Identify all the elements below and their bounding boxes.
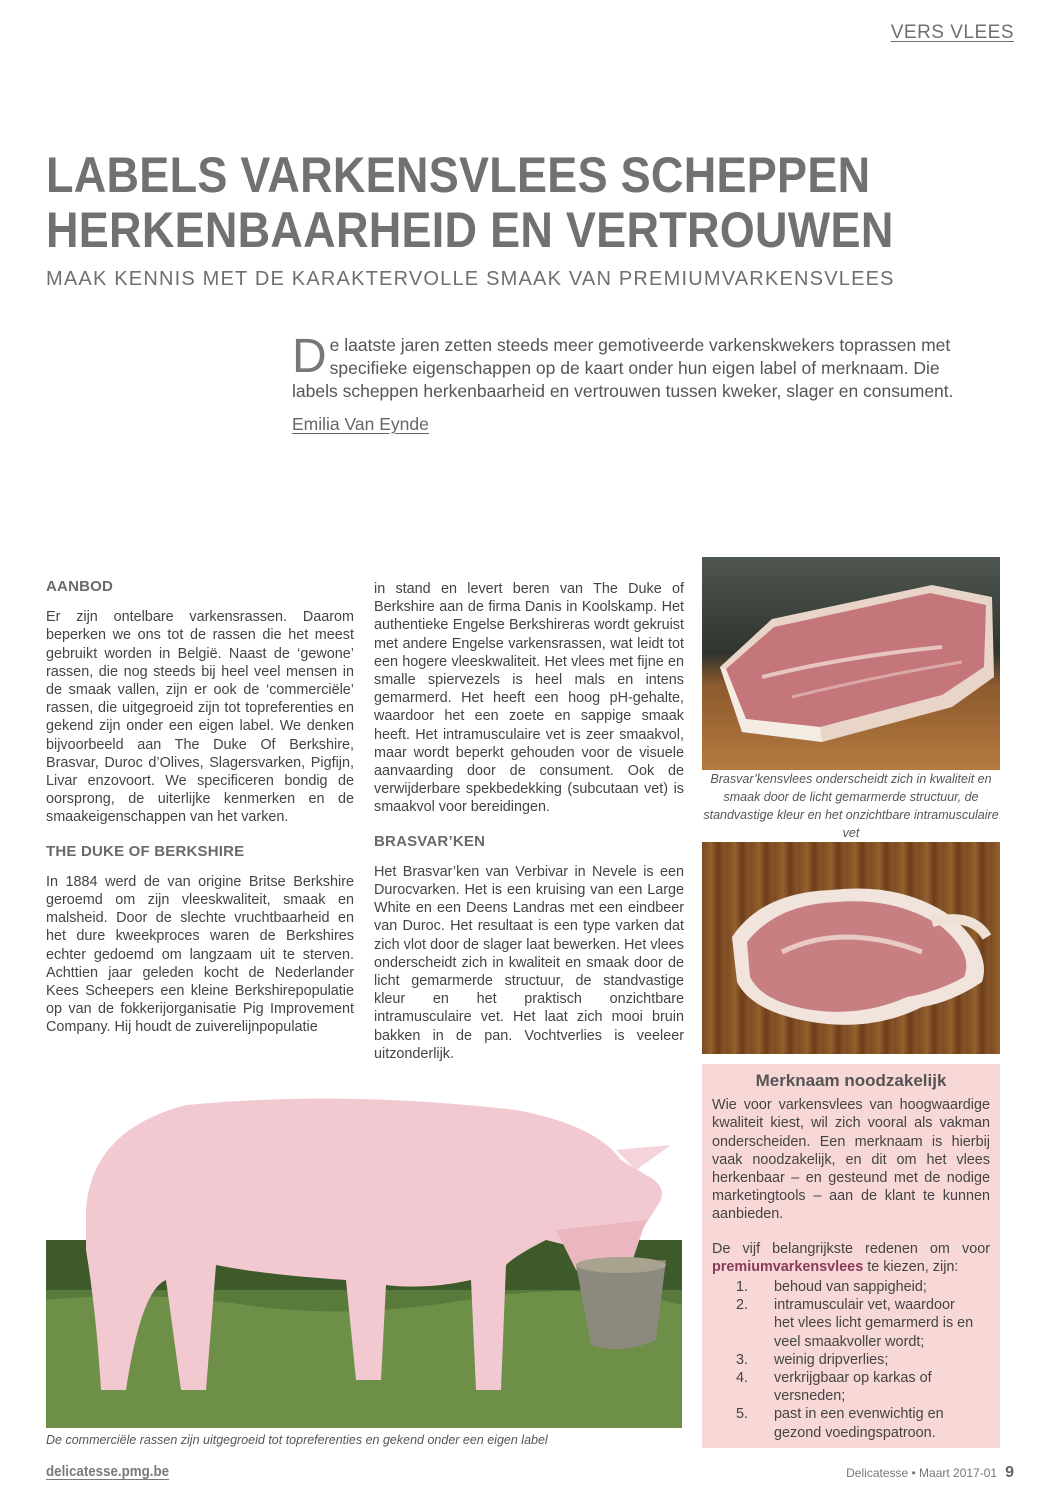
sidebar-keyword: premiumvarkensvlees xyxy=(712,1258,864,1275)
sidebar-para2-after: te kiezen, zijn: xyxy=(863,1258,959,1275)
title-line-1: LABELS VARKENSVLEES SCHEPPEN xyxy=(46,147,871,203)
pig-photo xyxy=(46,1090,682,1428)
pig-illustration xyxy=(46,1090,682,1428)
sidebar-paragraph-1: Wie voor varkensvlees van hoogwaardige kwaliteit kiest, wil zich vooral als vakman onderscheiden. Een merknaam is hierbij vaak noodzakelijk, en dit om het vlees herkenbaar – en gesteund met de nodige marketingtools – aan de klant te kunnen aanbieden. xyxy=(712,1097,990,1223)
reason-number: 2. xyxy=(736,1297,749,1314)
article-title xyxy=(46,148,910,258)
lead-text: e laatste jaren zetten steeds meer gemotiveerde varkenskwekers toprassen met specifieke eigenschappen op de kaart onder hun eigen label of merknaam. Die labels scheppen herkenbaarheid en vertrouwen tussen kweker, slager en consument. xyxy=(292,335,954,401)
heading-duke-of-berkshire: THE DUKE OF BERKSHIRE xyxy=(46,842,245,860)
sidebar-para2-before: De vijf belangrijkste redenen om voor xyxy=(712,1240,990,1257)
paragraph-berkshire-continued: in stand en levert beren van The Duke of Berkshire aan de firma Danis in Koolskamp. Het authentieke Engelse Berkshireras wordt gekruist met andere Engelse varkensrassen, wat leidt tot een hogere vleeskwaliteit. Het vlees met fijne en smalle spiervezels is heel mals en intens gemarmerd. Het heeft een hoog pH-gehalte, waardoor het een zoete en sappige smaak heeft. Het intramusculaire vet is zeer smaakvol, maar wordt beperkt gehouden voor de visuele aanvaarding door de consument. Ook de verwijderbare spekbedekking (subcutaan vet) is smaakvol voor bereidingen. xyxy=(374,581,684,816)
reason-number: 1. xyxy=(736,1279,749,1296)
section-tag: VERS VLEES xyxy=(890,22,1014,43)
reason-number: 4. xyxy=(736,1370,749,1387)
reason-text: past in een evenwichtig en gezond voedingspatroon. xyxy=(774,1406,944,1441)
reason-item xyxy=(712,1351,990,1369)
pork-chop-illustration xyxy=(702,842,1000,1054)
sidebar-title: Merknaam noodzakelijk xyxy=(755,1071,947,1090)
column-1 xyxy=(46,578,354,1053)
reason-number: 3. xyxy=(736,1351,749,1368)
lead-paragraph xyxy=(292,330,982,403)
reason-text: weinig dripverlies; xyxy=(774,1351,889,1368)
drop-cap: D xyxy=(292,330,327,383)
reason-text: behoud van sappigheid; xyxy=(774,1279,927,1296)
website-link[interactable]: delicatesse.pmg.be xyxy=(46,1464,170,1480)
paragraph-brasvarken: Het Brasvar’ken van Verbivar in Nevele is een Durocvarken. Het is een kruising van een Large White en een Deens Landras met een eindbeer van Duroc. Het resultaat is een type varken dat zich vlot door de slager laat bewerken. Het vlees onderscheidt zich in kwaliteit en smaak door de licht gemarmerde structuur, de standvastige kleur en het praktisch onzichtbare intramusculaire vet. Het laat zich mooi bruin bakken in de pan. Vochtverlies is veeleer uitzonderlijk. xyxy=(374,863,684,1062)
meat-loin-photo xyxy=(702,557,1000,770)
meat-loin-illustration xyxy=(702,557,1000,770)
paragraph-duke-of-berkshire: In 1884 werd de van origine Britse Berkshire geroemd om zijn vleeskwaliteit, smaak en malsheid. Door de slechte vruchtbaarheid en het dure kweekproces waren de Berkshires echter gedoemd om langzaam uit te sterven. Achttien jaar geleden kocht de Nederlander Kees Scheepers een kleine Berkshirepopulatie op van de fokkerijorganisatie Pig Improvement Company. Hij houdt de zuiverelijnpopulatie xyxy=(46,873,354,1036)
footer-issue xyxy=(846,1464,1014,1482)
heading-brasvarken: BRASVAR’KEN xyxy=(374,832,486,850)
meat-caption: Brasvar’kensvlees onderscheidt zich in kwaliteit en smaak door de licht gemarmerde structuur, de standvastige kleur en het onzichtbare intramusculaire vet xyxy=(703,772,999,840)
author-link[interactable]: Emilia Van Eynde xyxy=(292,414,429,434)
article-subtitle: MAAK KENNIS MET DE KARAKTERVOLLE SMAAK VAN PREMIUMVARKENSVLEES xyxy=(46,268,895,290)
reason-item xyxy=(712,1405,990,1441)
paragraph-aanbod: Er zijn ontelbare varkensrassen. Daarom beperken we ons tot de rassen die het meest gebruikt worden in België. Naast de ‘gewone’ rassen, die nog steeds bij heel veel mensen in de smaak vallen, zijn er ook de ‘commerciële’ rassen, die uitgegroeid zijn tot topreferenties en gekend zijn onder een eigen label. We denken bijvoorbeeld aan The Duke Of Berkshire, Brasvar, Duroc d’Olives, Slagersvarken, Pigfijn, Livar enzovoort. We specificeren bondig de oorsprong, de uiterlijke kenmerken en de smaakeigenschappen van het varken. xyxy=(46,609,354,826)
sidebar-paragraph-2 xyxy=(712,1240,990,1276)
reason-item xyxy=(712,1369,990,1405)
reason-number: 5. xyxy=(736,1406,749,1423)
pig-caption: De commerciële rassen zijn uitgegroeid tot topreferenties en gekend onder een eigen label xyxy=(46,1433,548,1447)
pork-chop-photo xyxy=(702,842,1000,1054)
column-2 xyxy=(374,580,684,1079)
title-line-2: HERKENBAARHEID EN VERTROUWEN xyxy=(46,202,894,258)
reason-text: verkrijgbaar op karkas of versneden; xyxy=(774,1370,932,1405)
heading-aanbod: AANBOD xyxy=(46,578,114,595)
page-number: 9 xyxy=(1005,1464,1014,1481)
reason-item xyxy=(712,1296,990,1351)
reason-item xyxy=(712,1278,990,1296)
reason-text: intramusculair vet, waardoor het vlees licht gemarmerd is en veel smaakvoller wordt; xyxy=(774,1297,974,1350)
issue-label: Delicatesse • Maart 2017-01 xyxy=(846,1466,998,1480)
sidebar-box xyxy=(702,1064,1000,1448)
reasons-list xyxy=(712,1278,990,1442)
